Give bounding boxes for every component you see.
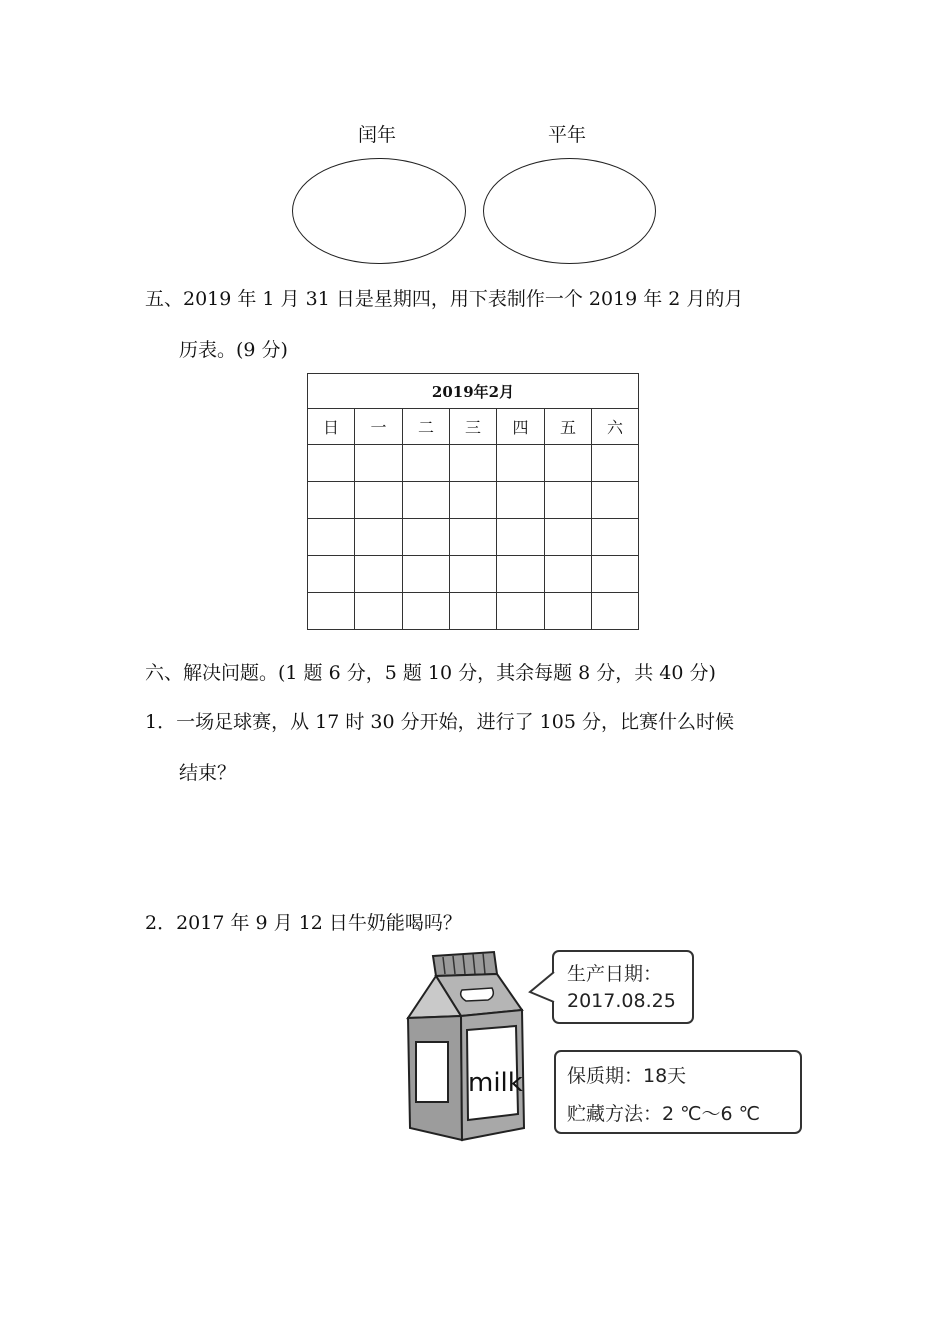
bubble-pointer-icon [528,970,556,1004]
calendar-cell[interactable] [308,519,355,556]
calendar-cell[interactable] [450,556,497,593]
calendar-cell[interactable] [355,445,403,482]
production-date-value: 2017.08.25 [567,990,676,1012]
q5-line2: 历表。(9 分) [179,339,288,361]
calendar-week-row [308,519,639,556]
common-year-label: 平年 [548,124,587,146]
leap-year-oval[interactable] [292,158,466,264]
calendar-cell[interactable] [497,593,545,630]
calendar-weekday-row [308,409,639,445]
production-date-label: 生产日期： [567,963,663,985]
carton-text: milk [468,1068,523,1098]
calendar-cell[interactable] [592,482,639,519]
q6-problem1-line2: 结束？ [179,762,237,784]
calendar-cell[interactable] [545,593,592,630]
calendar-cell[interactable] [592,593,639,630]
calendar-cell[interactable] [497,445,545,482]
calendar-week-row [308,482,639,519]
calendar-cell[interactable] [403,445,450,482]
calendar-cell[interactable] [450,593,497,630]
calendar-cell[interactable] [545,556,592,593]
shelf-life-box [554,1050,802,1134]
weekday-wed: 三 [450,409,497,445]
calendar-cell[interactable] [450,482,497,519]
calendar-cell[interactable] [403,482,450,519]
weekday-tue: 二 [403,409,450,445]
storage-method-text: 贮藏方法：2 ℃～6 ℃ [567,1103,760,1125]
common-year-oval[interactable] [483,158,656,264]
calendar-cell[interactable] [592,445,639,482]
weekday-thu: 四 [497,409,545,445]
calendar-cell[interactable] [355,556,403,593]
weekday-mon: 一 [355,409,403,445]
calendar-cell[interactable] [450,445,497,482]
weekday-sat: 六 [592,409,639,445]
calendar-cell[interactable] [308,482,355,519]
calendar-cell[interactable] [497,482,545,519]
calendar-cell[interactable] [545,482,592,519]
q6-problem2: 2．2017 年 9 月 12 日牛奶能喝吗？ [145,912,462,934]
calendar-cell[interactable] [545,519,592,556]
calendar-cell[interactable] [355,519,403,556]
milk-carton-icon [400,948,535,1146]
weekday-sun: 日 [308,409,355,445]
calendar-cell[interactable] [355,593,403,630]
calendar-week-row [308,445,639,482]
calendar-cell[interactable] [308,445,355,482]
calendar-week-row [308,593,639,630]
calendar-cell[interactable] [497,556,545,593]
leap-year-label: 闰年 [358,124,397,146]
q6-problem1-line1: 1．一场足球赛，从 17 时 30 分开始，进行了 105 分，比赛什么时候 [145,711,734,733]
calendar-cell[interactable] [403,519,450,556]
calendar-cell[interactable] [545,445,592,482]
calendar-title: 2019年2月 [308,374,639,409]
calendar-cell[interactable] [592,519,639,556]
calendar-cell[interactable] [403,593,450,630]
calendar-table [307,373,639,630]
q5-line1: 五、2019 年 1 月 31 日是星期四，用下表制作一个 2019 年 2 月的月 [145,288,744,310]
calendar-cell[interactable] [592,556,639,593]
production-date-bubble [552,950,694,1024]
shelf-life-text: 保质期：18天 [567,1065,687,1087]
calendar-cell[interactable] [308,593,355,630]
calendar-cell[interactable] [403,556,450,593]
calendar-week-row [308,556,639,593]
calendar-cell[interactable] [355,482,403,519]
calendar-cell[interactable] [497,519,545,556]
weekday-fri: 五 [545,409,592,445]
calendar-cell[interactable] [450,519,497,556]
answer-area-1[interactable] [178,790,798,890]
q6-heading: 六、解决问题。(1 题 6 分，5 题 10 分，其余每题 8 分，共 40 分) [145,662,716,684]
calendar-cell[interactable] [308,556,355,593]
